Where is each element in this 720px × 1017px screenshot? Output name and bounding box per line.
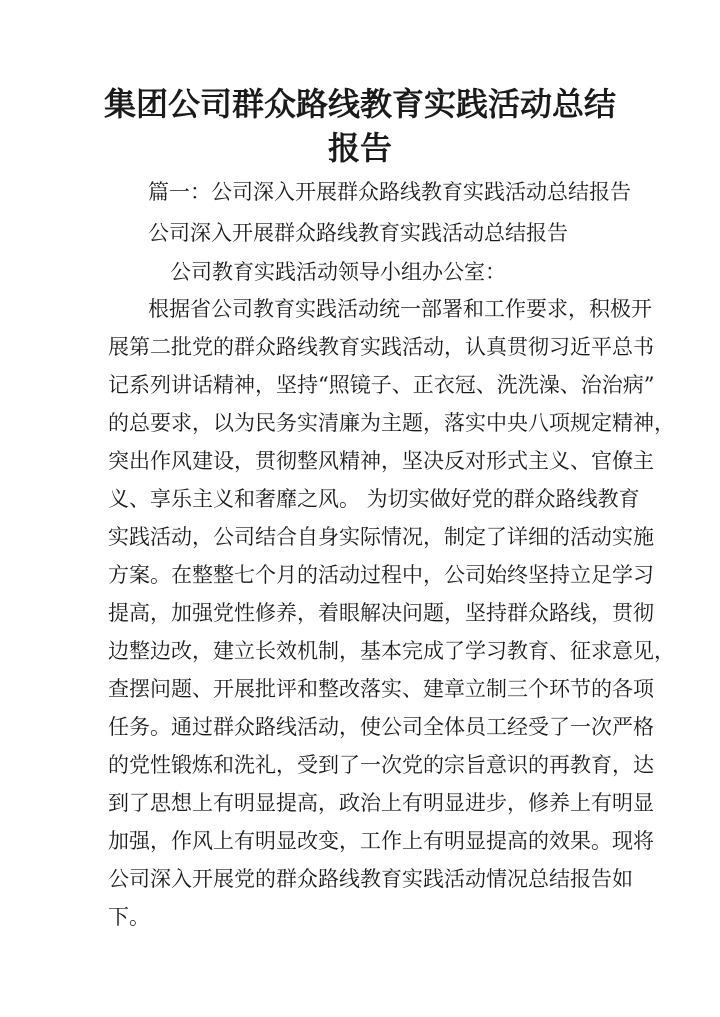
document-title: 集团公司群众路线教育实践活动总结报告 <box>103 85 616 167</box>
body-line: 下。 <box>108 905 150 929</box>
body-line: 任务。通过群众路线活动，使公司全体员工经受了一次严格 <box>108 715 654 739</box>
body-line: 查摆问题、开展批评和整改落实、建章立制三个环节的各项 <box>108 677 654 701</box>
body-line: 的总要求，以为民务实清廉为主题，落实中央八项规定精神， <box>108 411 675 435</box>
body-line: 提高，加强党性修养，着眼解决问题，坚持群众路线，贯彻 <box>108 601 654 625</box>
subheading-2: 公司深入开展群众路线教育实践活动总结报告 <box>148 221 568 245</box>
salutation: 公司教育实践活动领导小组办公室： <box>170 260 506 284</box>
body-line: 根据省公司教育实践活动统一部署和工作要求，积极开 <box>148 297 652 321</box>
body-line: 记系列讲话精神，坚持“照镜子、正衣冠、洗洗澡、治治病” <box>108 373 655 397</box>
body-line: 加强，作风上有明显改变，工作上有明显提高的效果。现将 <box>108 829 654 853</box>
body-line: 的党性锻炼和洗礼，受到了一次党的宗旨意识的再教育，达 <box>108 753 654 777</box>
subheading-1: 篇一：公司深入开展群众路线教育实践活动总结报告 <box>148 180 631 204</box>
body-line: 义、享乐主义和奢靡之风。 为切实做好党的群众路线教育 <box>108 487 640 511</box>
body-line: 到了思想上有明显提高，政治上有明显进步，修养上有明显 <box>108 791 654 815</box>
body-line: 突出作风建设，贯彻整风精神，坚决反对形式主义、官僚主 <box>108 449 654 473</box>
body-line: 展第二批党的群众路线教育实践活动，认真贯彻习近平总书 <box>108 335 654 359</box>
body-line: 公司深入开展党的群众路线教育实践活动情况总结报告如 <box>108 867 633 891</box>
body-line: 实践活动，公司结合自身实际情况，制定了详细的活动实施 <box>108 525 654 549</box>
body-line: 方案。在整整七个月的活动过程中，公司始终坚持立足学习 <box>108 563 654 587</box>
body-line: 边整边改，建立长效机制，基本完成了学习教育、征求意见， <box>108 639 675 663</box>
